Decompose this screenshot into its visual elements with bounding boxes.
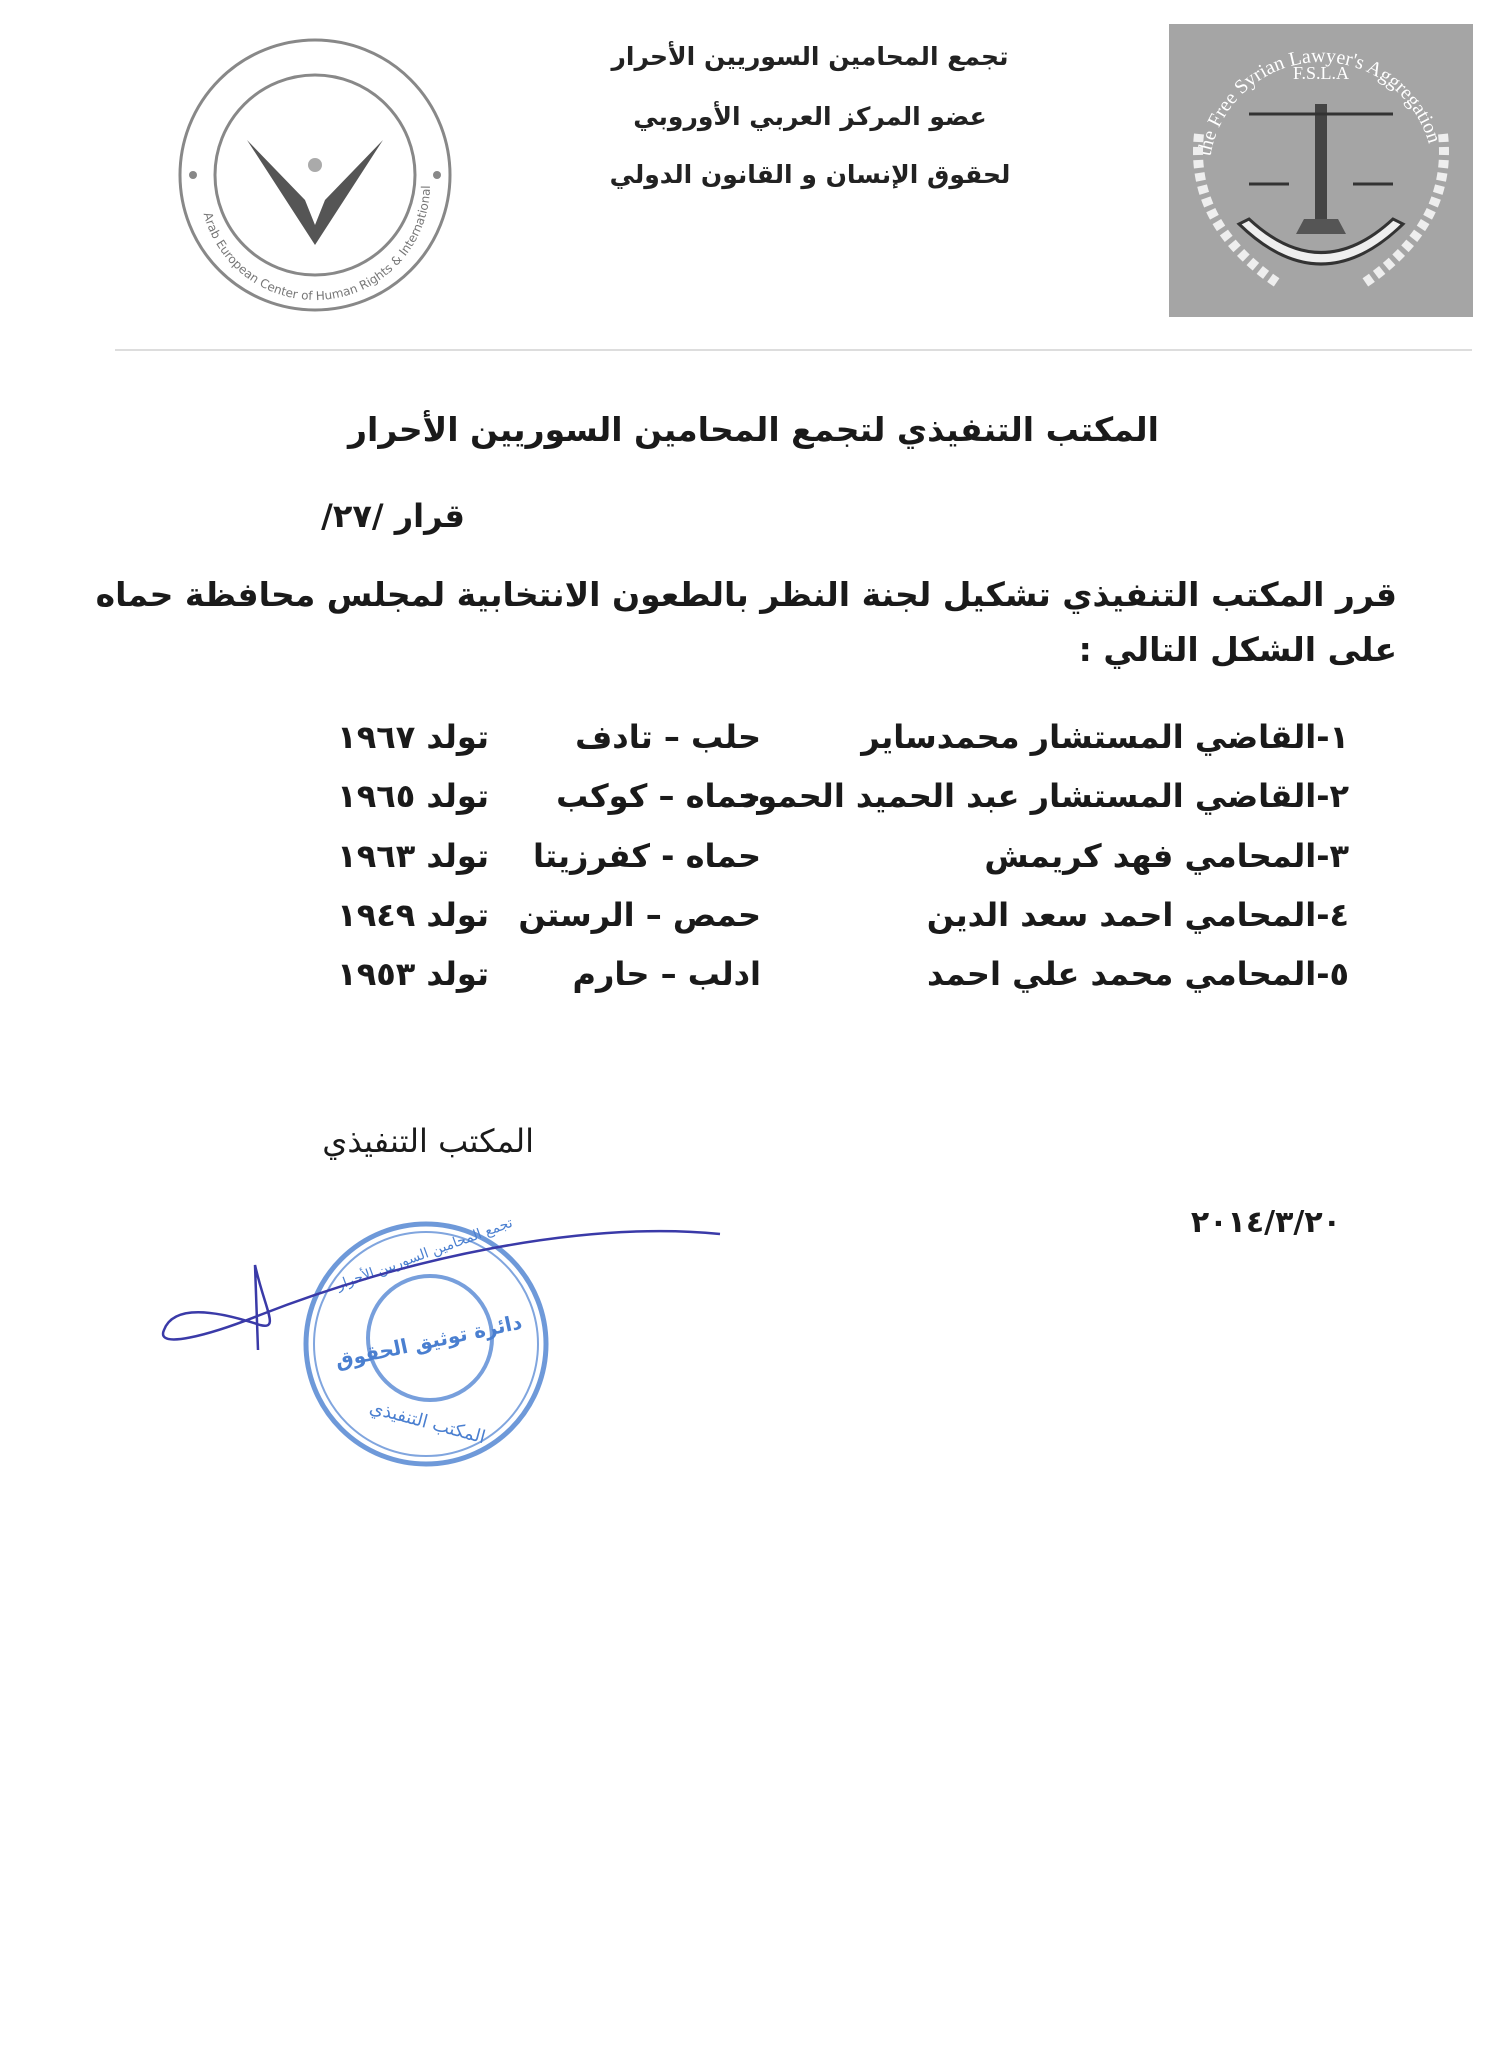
member-born: تولد ١٩٦٣ (337, 837, 489, 875)
list-item (0, 718, 1489, 768)
svg-text:دائرة توثيق الحقوق: دائرة توثيق الحقوق (333, 1309, 525, 1373)
member-born: تولد ١٩٥٣ (337, 955, 489, 993)
member-location: حماه - كفرزيتا (532, 837, 761, 875)
member-line-2: لحقوق الإنسان و القانون الدولي (609, 160, 1011, 189)
svg-text:المكتب التنفيذي: المكتب التنفيذي (367, 1397, 488, 1449)
document-title: المكتب التنفيذي لتجمع المحامين السوريين الأحرار (348, 410, 1159, 449)
member-line: عضو المركز العربي الأوروبي (633, 102, 987, 131)
list-item (0, 955, 1489, 1005)
svg-text:تجمع المحامين السوريين الأحرار: تجمع المحامين السوريين الأحرار (334, 1218, 515, 1294)
header-divider (115, 349, 1472, 351)
list-item (0, 837, 1489, 887)
member-born: تولد ١٩٦٥ (337, 777, 489, 815)
member-location: حلب – تادف (575, 718, 761, 756)
svg-text:the Free Syrian Lawyer's Aggre: the Free Syrian Lawyer's Aggregation (1193, 44, 1446, 158)
arab-european-center-logo (175, 35, 455, 315)
document-date: ٢٠١٤/٣/٢٠ (1190, 1205, 1341, 1240)
signatory: المكتب التنفيذي (322, 1122, 534, 1160)
decision-reference: قرار /٢٧/ (321, 497, 465, 535)
fsla-logo (1169, 24, 1473, 317)
list-item (0, 777, 1489, 827)
member-name: ٢-القاضي المستشار عبد الحميد الحمود (740, 777, 1349, 815)
decision-body-line-1: قرر المكتب التنفيذي تشكيل لجنة النظر بالطعون الانتخابية لمجلس محافظة حماه (95, 575, 1397, 614)
svg-text:Arab European Center of Human: Arab European Center of Human Rights & International (200, 185, 434, 304)
member-name: ١-القاضي المستشار محمدساير (861, 718, 1349, 756)
member-location: ادلب – حارم (572, 955, 761, 993)
list-item (0, 896, 1489, 946)
signature (150, 1220, 730, 1370)
decision-body-line-2: على الشكل التالي : (1078, 630, 1397, 669)
member-born: تولد ١٩٤٩ (337, 896, 489, 934)
member-name: ٤-المحامي احمد سعد الدين (926, 896, 1349, 934)
svg-text:F.S.L.A: F.S.L.A (1292, 63, 1350, 83)
org-name: تجمع المحامين السوريين الأحرار (611, 42, 1009, 71)
member-name: ٥-المحامي محمد علي احمد (926, 955, 1349, 993)
member-location: حمص – الرستن (518, 896, 761, 934)
member-location: حماه – كوكب (556, 777, 761, 815)
member-born: تولد ١٩٦٧ (337, 718, 489, 756)
member-name: ٣-المحامي فهد كريمش (984, 837, 1349, 875)
